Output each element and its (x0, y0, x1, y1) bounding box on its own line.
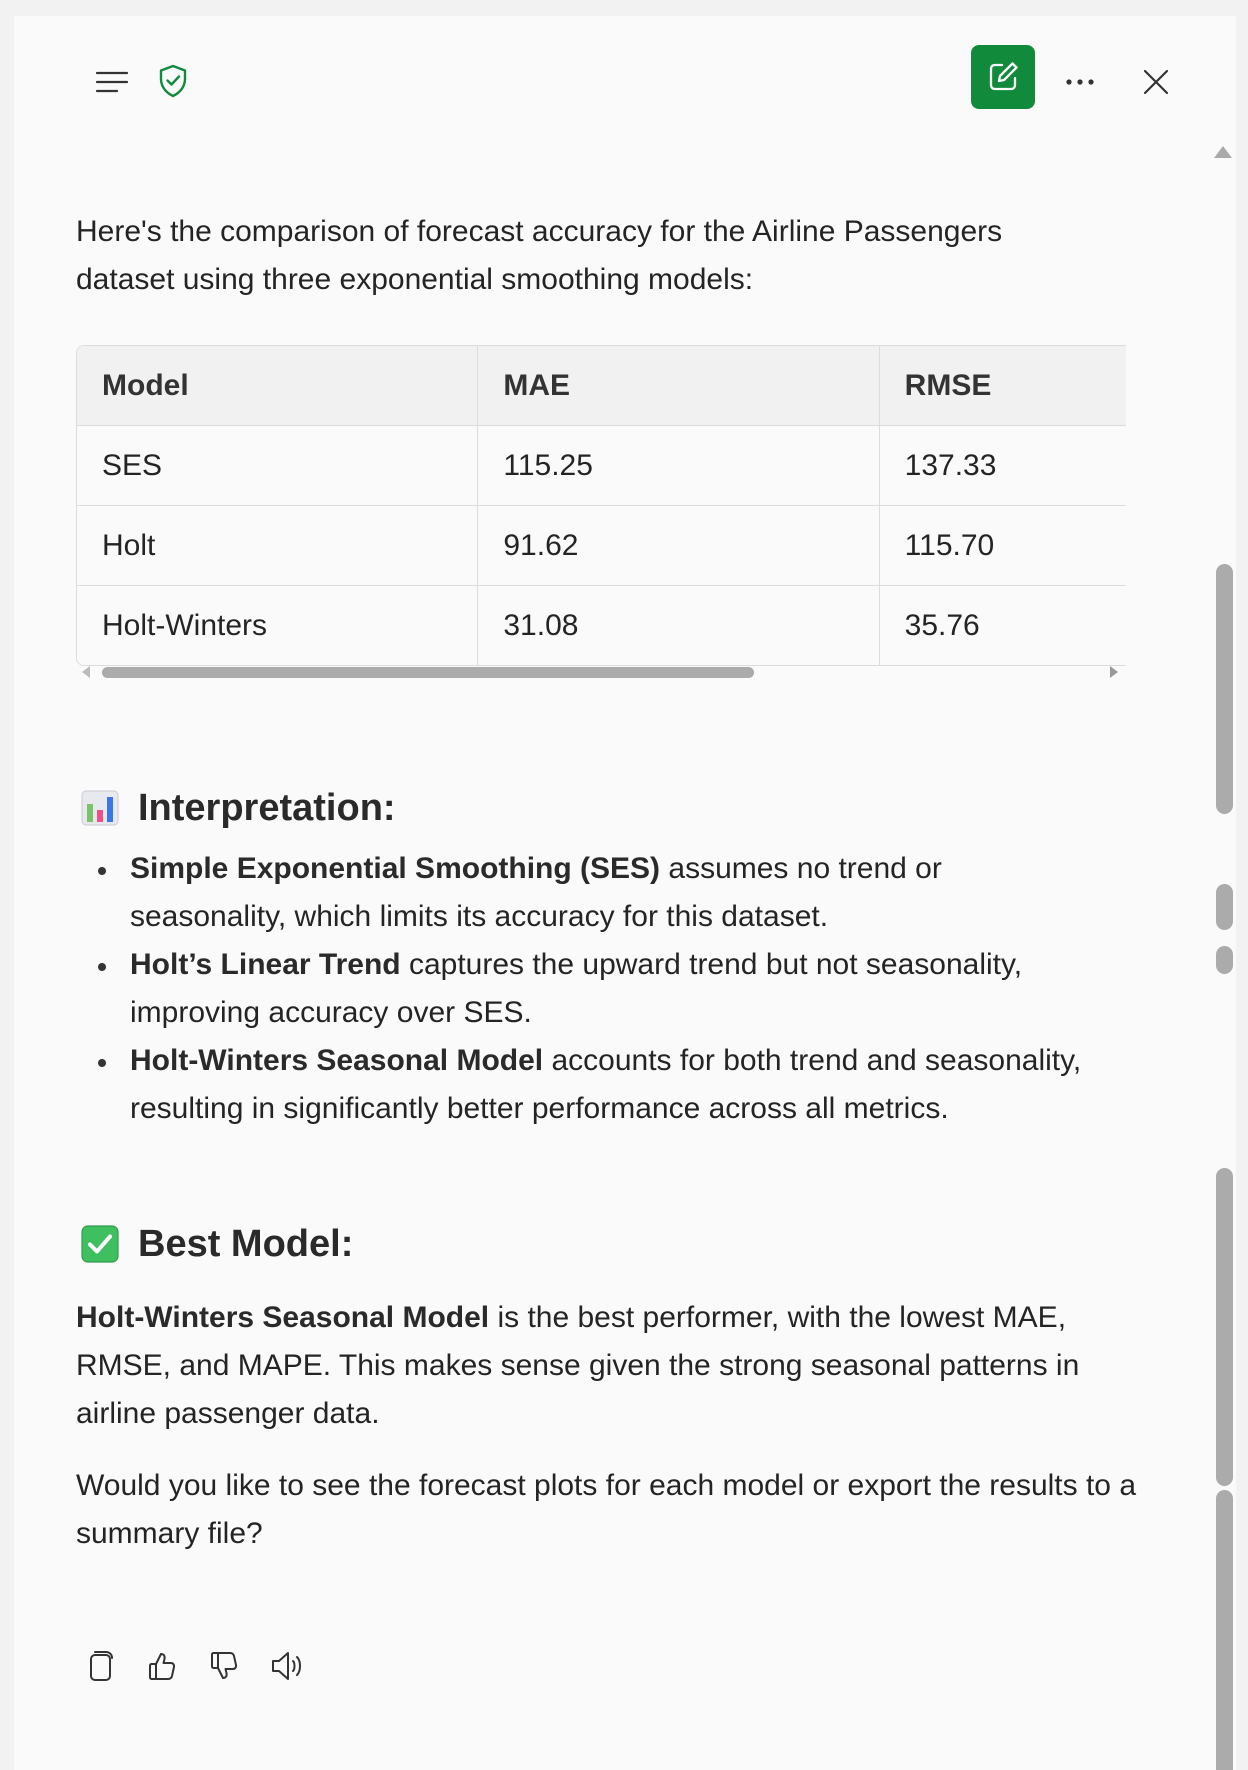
cell-model: Holt (77, 506, 478, 586)
intro-text: Here's the comparison of forecast accuracy for the Airline Passengers dataset using three exponential smoothing models: (76, 215, 1003, 296)
point-bold: Simple Exponential Smoothing (SES) (130, 852, 661, 885)
cell-mae: 31.08 (478, 586, 879, 665)
cell-rmse: 137.33 (880, 426, 1126, 506)
list-item (76, 1037, 1096, 1133)
list-item (76, 845, 1096, 941)
table-row (77, 506, 1126, 586)
cell-model: SES (77, 426, 478, 506)
vertical-scrollbar[interactable] (1210, 146, 1236, 1770)
scrollbar-thumb[interactable] (1216, 1168, 1233, 1486)
shield-check-icon (158, 64, 188, 98)
table-row (77, 426, 1126, 506)
results-table-container[interactable] (76, 345, 1126, 681)
copy-button[interactable] (78, 1644, 122, 1688)
compose-icon (986, 60, 1020, 94)
dislike-button[interactable] (202, 1644, 246, 1688)
new-chat-button[interactable] (971, 45, 1035, 109)
scrollbar-thumb[interactable] (1216, 564, 1233, 814)
table-header-row (77, 346, 1126, 426)
point-bold: Holt’s Linear Trend (130, 948, 401, 981)
like-button[interactable] (140, 1644, 184, 1688)
best-model-heading (80, 1216, 353, 1272)
copy-icon (85, 1649, 115, 1683)
interpretation-heading (80, 780, 396, 836)
interpretation-list (76, 845, 1096, 1133)
table-horizontal-scrollbar[interactable] (76, 661, 1126, 681)
best-model-text: is the best performer, with the lowest MAE, RMSE, and MAPE. This makes sense given the strong seasonal patterns in airline passenger data. (76, 1301, 1080, 1430)
close-icon (1142, 68, 1170, 96)
thumbs-down-icon (209, 1650, 239, 1682)
point-text: captures the upward trend but not seasonality, improving accuracy over SES. (130, 948, 1023, 1029)
header-model: Model (77, 346, 478, 426)
table-row (77, 586, 1126, 665)
cell-rmse: 35.76 (880, 586, 1126, 665)
follow-up-question: Would you like to see the forecast plots for each model or export the results to a summary file? (76, 1469, 1137, 1550)
interpretation-heading-text: Interpretation: (138, 786, 396, 829)
scrollbar-thumb[interactable] (1216, 946, 1233, 974)
more-options-button[interactable] (1058, 60, 1102, 104)
hamburger-menu-icon (95, 69, 129, 95)
cell-rmse: 115.70 (880, 506, 1126, 586)
more-dots-icon (1065, 78, 1095, 86)
top-bar (14, 16, 1236, 136)
cell-mae: 115.25 (478, 426, 879, 506)
scrollbar-thumb[interactable] (1216, 884, 1233, 930)
check-mark-button-emoji-icon (80, 1224, 120, 1264)
chat-panel (14, 16, 1236, 1770)
scroll-up-arrow-icon[interactable] (1214, 146, 1232, 158)
scrollbar-thumb[interactable] (1216, 1490, 1233, 1770)
point-text: accounts for both trend and seasonality, resulting in significantly better performance across all metrics. (130, 1044, 1082, 1125)
read-aloud-button[interactable] (266, 1644, 310, 1688)
best-model-heading-text: Best Model: (138, 1222, 354, 1265)
thumbs-up-icon (147, 1650, 177, 1682)
cell-mae: 91.62 (478, 506, 879, 586)
close-button[interactable] (1134, 60, 1178, 104)
cell-model: Holt-Winters (77, 586, 478, 665)
scroll-left-arrow-icon[interactable] (82, 666, 90, 678)
menu-button[interactable] (90, 60, 134, 104)
list-item (76, 941, 1096, 1037)
speaker-icon (270, 1650, 306, 1682)
header-mae: MAE (478, 346, 879, 426)
point-text: assumes no trend or seasonality, which limits its accuracy for this dataset. (130, 852, 942, 933)
best-model-paragraph (76, 1294, 1136, 1438)
accuracy-table (76, 345, 1126, 666)
privacy-shield-button[interactable] (150, 58, 196, 104)
bar-chart-emoji-icon (80, 788, 120, 828)
point-bold: Holt-Winters Seasonal Model (130, 1044, 544, 1077)
header-rmse: RMSE (880, 346, 1126, 426)
best-model-bold: Holt-Winters Seasonal Model (76, 1301, 490, 1334)
scrollbar-thumb[interactable] (102, 667, 754, 678)
scroll-right-arrow-icon[interactable] (1110, 666, 1118, 678)
